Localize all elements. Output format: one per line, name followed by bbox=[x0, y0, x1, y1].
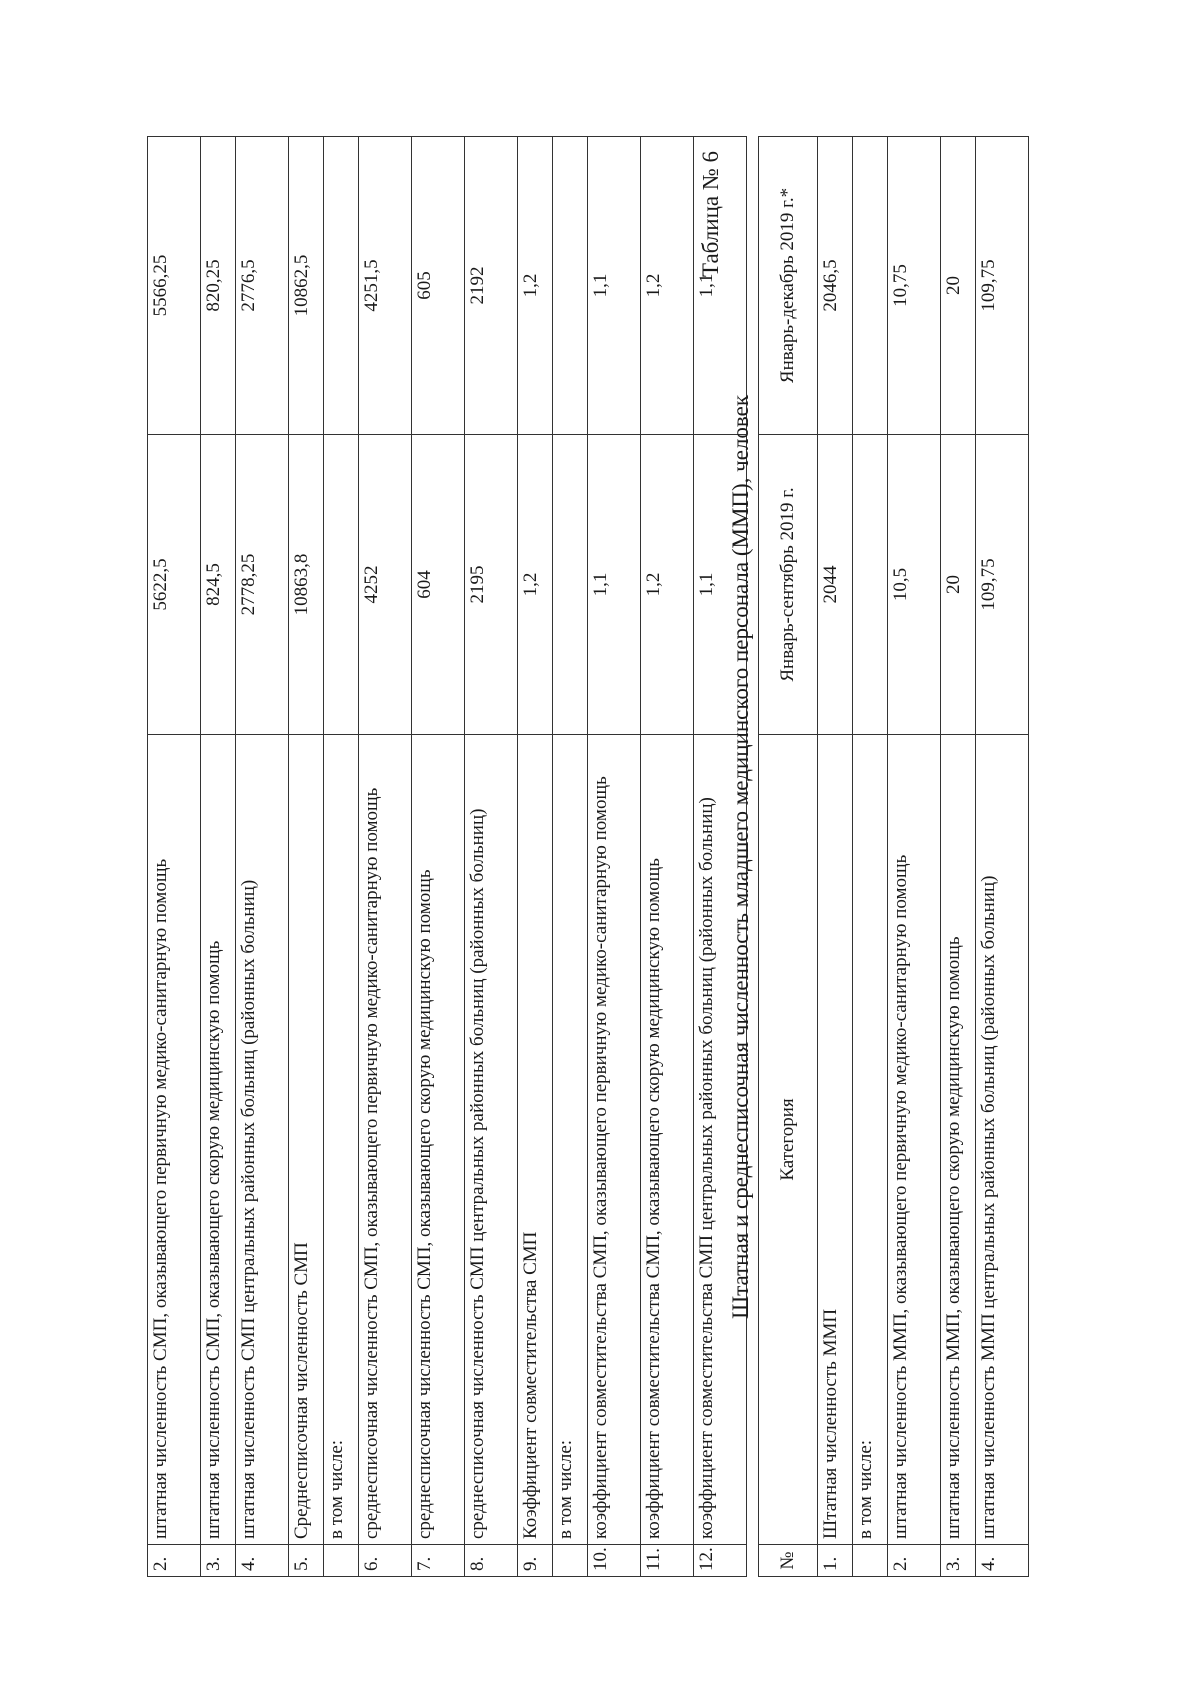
row-number: 10. bbox=[588, 1545, 641, 1577]
row-value-2 bbox=[853, 137, 888, 435]
row-number: 6. bbox=[359, 1545, 412, 1577]
row-value-2: 4251,5 bbox=[359, 137, 412, 435]
table-row bbox=[818, 137, 853, 1577]
row-value-1: 604 bbox=[412, 435, 465, 735]
row-number: 2. bbox=[888, 1545, 941, 1577]
row-number: 8. bbox=[465, 1545, 518, 1577]
table-row bbox=[888, 137, 941, 1577]
row-value-2: 1,2 bbox=[518, 137, 553, 435]
row-number bbox=[324, 1545, 359, 1577]
table-row bbox=[324, 137, 359, 1577]
table-row bbox=[236, 137, 289, 1577]
row-value-1: 109,75 bbox=[976, 435, 1029, 735]
table-row bbox=[359, 137, 412, 1577]
row-value-1: 1,1 bbox=[694, 435, 747, 735]
table-row bbox=[412, 137, 465, 1577]
row-value-2: 20 bbox=[941, 137, 976, 435]
table-row bbox=[289, 137, 324, 1577]
row-value-1: 1,2 bbox=[518, 435, 553, 735]
row-value-2: 605 bbox=[412, 137, 465, 435]
table-row bbox=[465, 137, 518, 1577]
row-value-1: 2044 bbox=[818, 435, 853, 735]
row-category: среднесписочная численность СМП центральных районных больниц (районных больниц) bbox=[465, 735, 518, 1545]
header-col1: Январь-сентябрь 2019 г. bbox=[759, 435, 818, 735]
row-number bbox=[853, 1545, 888, 1577]
row-category: в том числе: bbox=[553, 735, 588, 1545]
row-number: 5. bbox=[289, 1545, 324, 1577]
row-category: штатная численность ММП центральных районных больниц (районных больниц) bbox=[976, 735, 1029, 1545]
row-value-2: 2192 bbox=[465, 137, 518, 435]
row-number bbox=[553, 1545, 588, 1577]
row-category: штатная численность СМП, оказывающего скорую медицинскую помощь bbox=[201, 735, 236, 1545]
junior-staff-table bbox=[758, 136, 1029, 1577]
row-value-1: 10863,8 bbox=[289, 435, 324, 735]
row-number: 7. bbox=[412, 1545, 465, 1577]
staff-table-continued bbox=[147, 136, 747, 1577]
row-value-2: 1,1 bbox=[588, 137, 641, 435]
table-row bbox=[201, 137, 236, 1577]
row-value-2 bbox=[553, 137, 588, 435]
row-category: среднесписочная численность СМП, оказывающего скорую медицинскую помощь bbox=[412, 735, 465, 1545]
row-category: коэффициент совместительства СМП, оказывающего первичную медико-санитарную помощь bbox=[588, 735, 641, 1545]
row-value-2: 820,25 bbox=[201, 137, 236, 435]
table-row bbox=[553, 137, 588, 1577]
row-value-2 bbox=[324, 137, 359, 435]
row-number: 3. bbox=[201, 1545, 236, 1577]
row-category: в том числе: bbox=[853, 735, 888, 1545]
row-number: 11. bbox=[641, 1545, 694, 1577]
row-value-1: 20 bbox=[941, 435, 976, 735]
row-value-1: 5622,5 bbox=[148, 435, 201, 735]
table-row bbox=[588, 137, 641, 1577]
table-row bbox=[518, 137, 553, 1577]
row-value-1: 2195 bbox=[465, 435, 518, 735]
row-value-2: 2046,5 bbox=[818, 137, 853, 435]
table-row bbox=[941, 137, 976, 1577]
row-value-1 bbox=[324, 435, 359, 735]
row-category: среднесписочная численность СМП, оказывающего первичную медико-санитарную помощь bbox=[359, 735, 412, 1545]
table-row bbox=[853, 137, 888, 1577]
row-value-1: 10,5 bbox=[888, 435, 941, 735]
row-value-1: 2778,25 bbox=[236, 435, 289, 735]
row-value-1 bbox=[853, 435, 888, 735]
row-number: 4. bbox=[236, 1545, 289, 1577]
row-category: Коэффициент совместительства СМП bbox=[518, 735, 553, 1545]
row-category: штатная численность ММП, оказывающего первичную медико-санитарную помощь bbox=[888, 735, 941, 1545]
row-value-1 bbox=[553, 435, 588, 735]
row-value-2: 10862,5 bbox=[289, 137, 324, 435]
table-row bbox=[641, 137, 694, 1577]
row-value-2: 2776,5 bbox=[236, 137, 289, 435]
row-category: коэффициент совместительства СМП, оказывающего скорую медицинскую помощь bbox=[641, 735, 694, 1545]
header-no: № bbox=[759, 1545, 818, 1577]
row-value-2: 1,1 bbox=[694, 137, 747, 435]
table-row bbox=[148, 137, 201, 1577]
row-category: коэффициент совместительства СМП центральных районных больниц (районных больниц) bbox=[694, 735, 747, 1545]
header-category: Категория bbox=[759, 735, 818, 1545]
row-value-1: 1,2 bbox=[641, 435, 694, 735]
row-category: штатная численность ММП, оказывающего скорую медицинскую помощь bbox=[941, 735, 976, 1545]
row-category: Среднесписочная численность СМП bbox=[289, 735, 324, 1545]
table-title: Штатная и среднесписочная численность младшего медицинского персонала (ММП), человек bbox=[728, 394, 753, 1320]
header-col2: Январь-декабрь 2019 г.* bbox=[759, 137, 818, 435]
row-category: в том числе: bbox=[324, 735, 359, 1545]
row-number: 12. bbox=[694, 1545, 747, 1577]
row-category: Штатная численность ММП bbox=[818, 735, 853, 1545]
table-row bbox=[976, 137, 1029, 1577]
row-number: 3. bbox=[941, 1545, 976, 1577]
row-category: штатная численность СМП центральных районных больниц (районных больниц) bbox=[236, 735, 289, 1545]
row-number: 1. bbox=[818, 1545, 853, 1577]
row-value-1: 824,5 bbox=[201, 435, 236, 735]
row-category: штатная численность СМП, оказывающего первичную медико-санитарную помощь bbox=[148, 735, 201, 1545]
row-value-2: 1,2 bbox=[641, 137, 694, 435]
row-value-2: 10,75 bbox=[888, 137, 941, 435]
row-value-2: 109,75 bbox=[976, 137, 1029, 435]
row-number: 4. bbox=[976, 1545, 1029, 1577]
row-number: 2. bbox=[148, 1545, 201, 1577]
row-value-1: 1,1 bbox=[588, 435, 641, 735]
row-value-2: 5566,25 bbox=[148, 137, 201, 435]
row-number: 9. bbox=[518, 1545, 553, 1577]
row-value-1: 4252 bbox=[359, 435, 412, 735]
table-label: Таблица № 6 bbox=[698, 150, 723, 277]
